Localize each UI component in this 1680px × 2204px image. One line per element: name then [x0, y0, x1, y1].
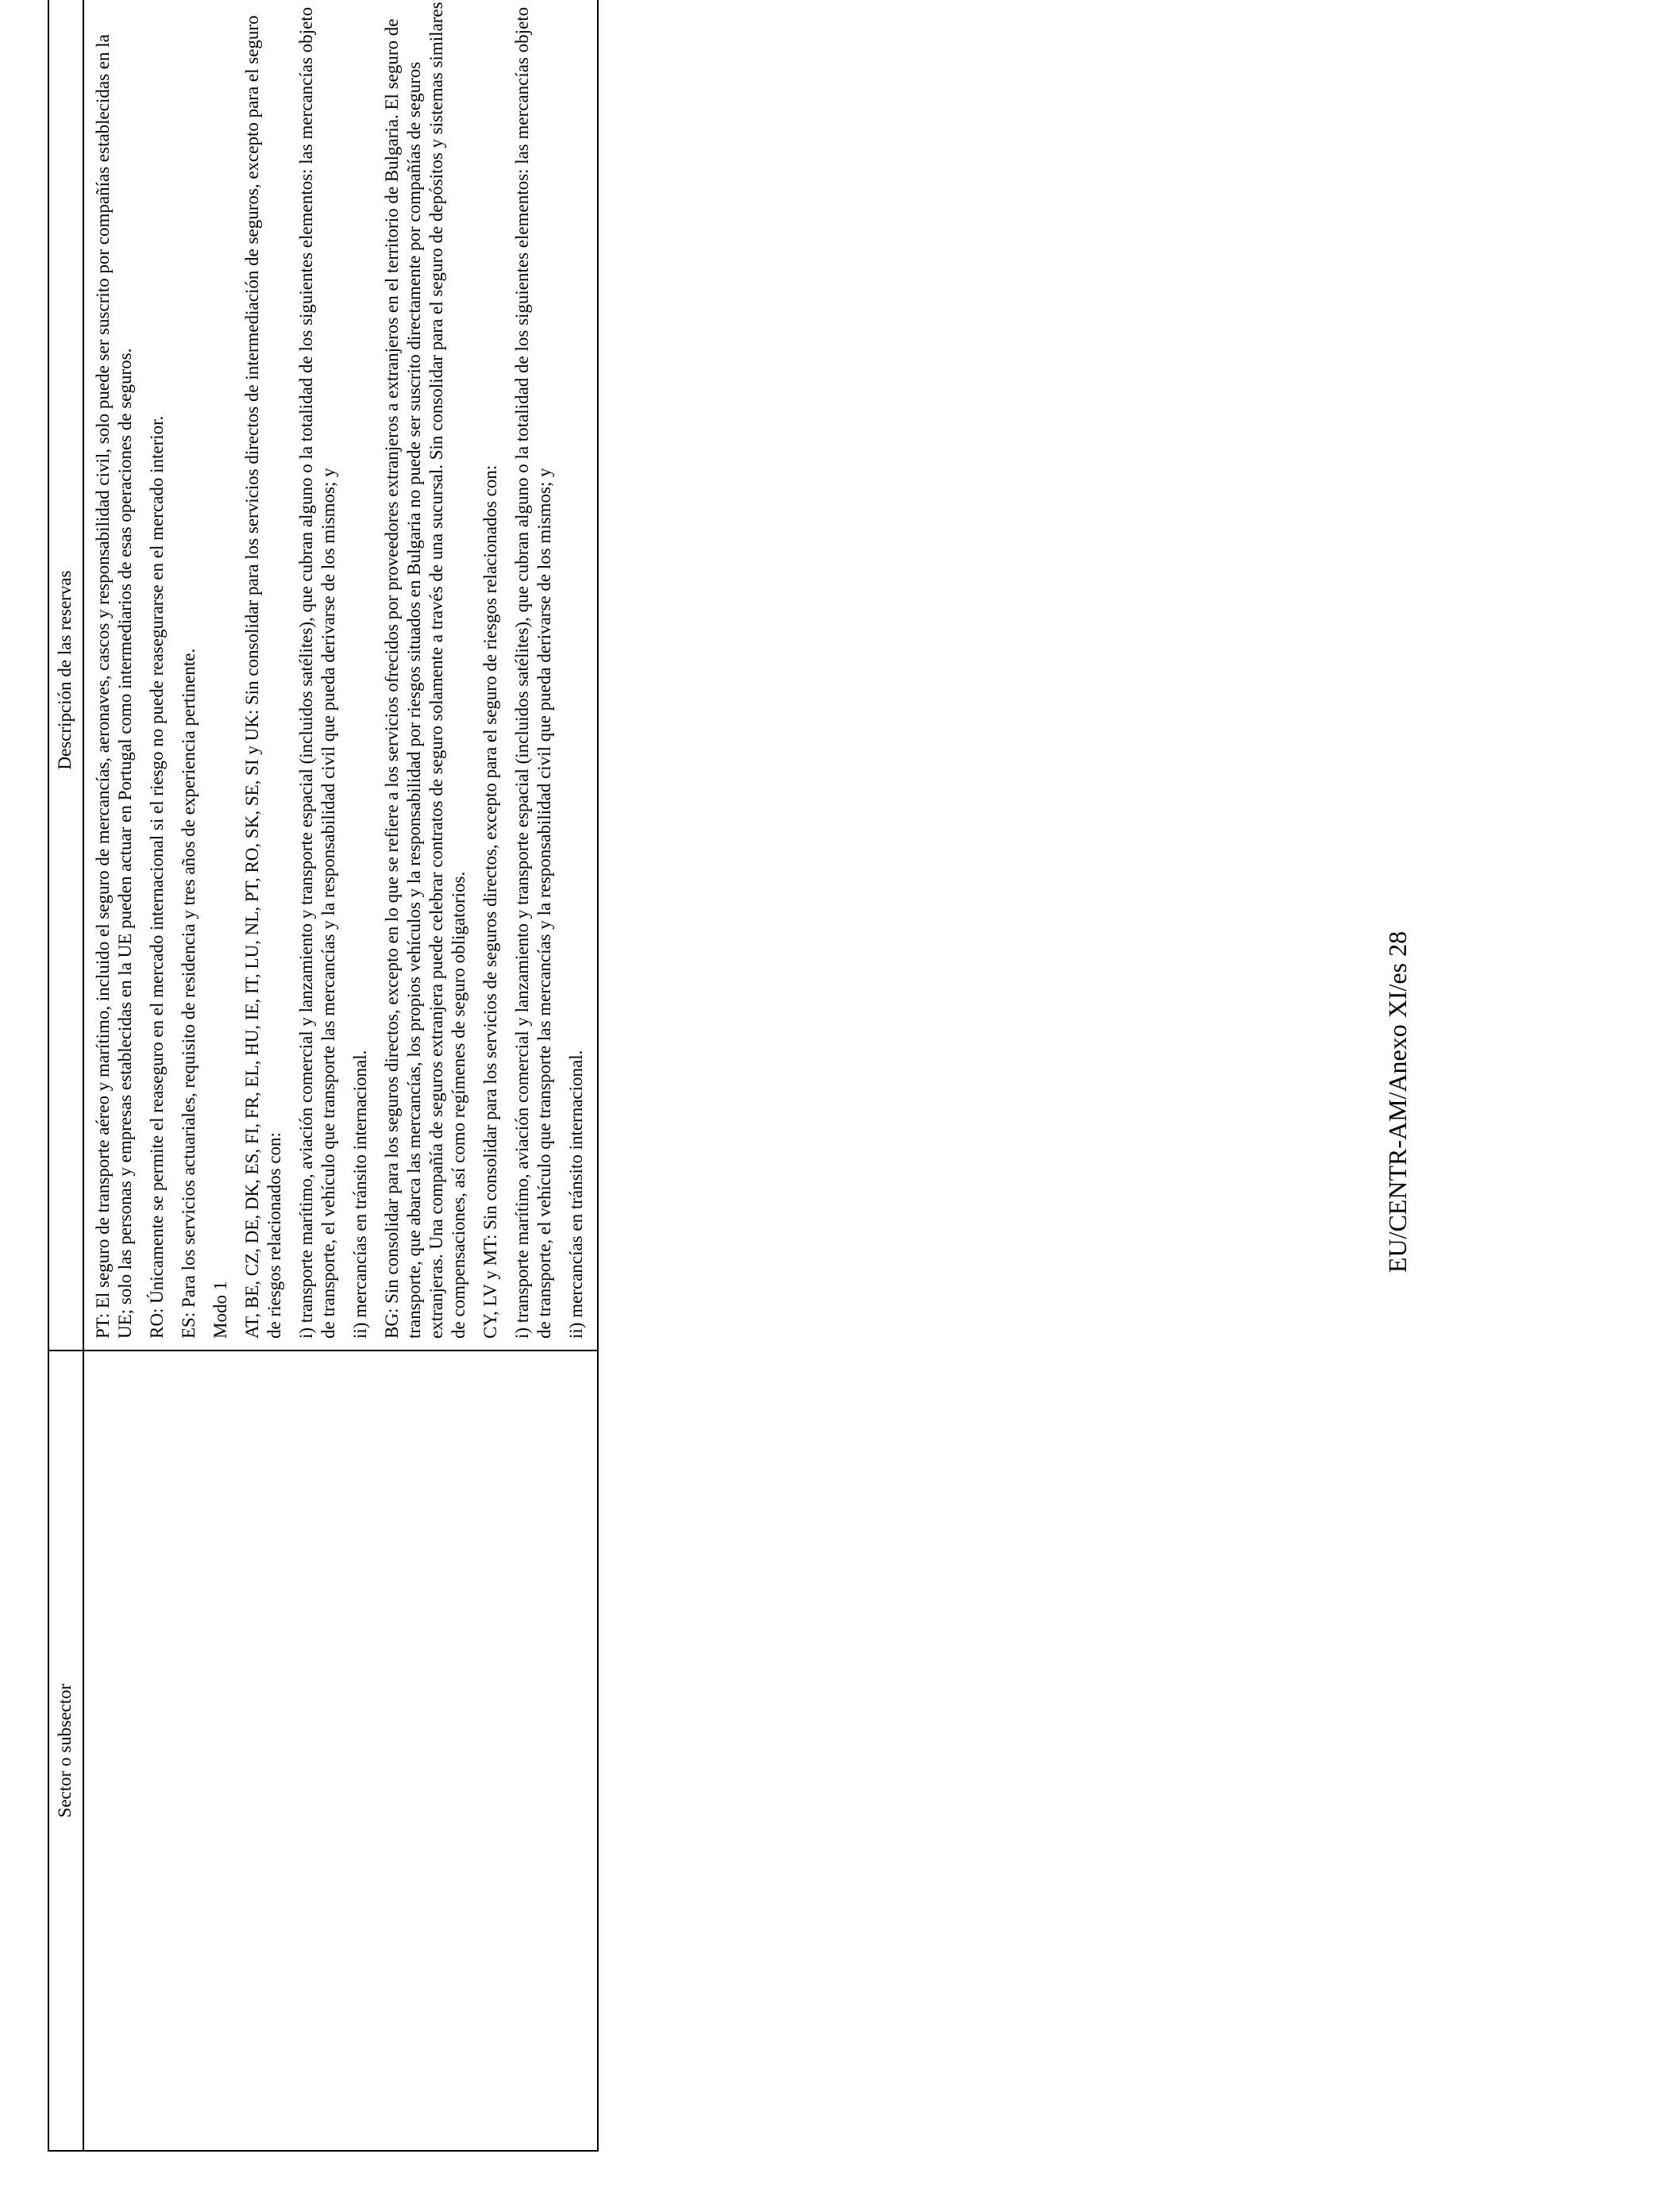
- header-sector: Sector o subsector: [48, 1351, 83, 2151]
- paragraph-pt: PT: El seguro de transporte aéreo y marítimo, incluido el seguro de mercancías, aeronaves, cascos y responsabilidad civil, solo puede ser suscrito por compañías establecidas en la UE; solo las personas y empresas establecidas en la UE pueden actuar en Portugal como intermediarios de esas operaciones de seguros.: [93, 34, 135, 1339]
- paragraph-multi-country: AT, BE, CZ, DE, DK, ES, FI, FR, EL, HU, IE, IT, LU, NL, PT, RO, SK, SE, SI y UK: Sin consolidar para los servicios directos de intermediación de seguros, excepto para el seguro de riesgos relacionados con:: [242, 15, 284, 1339]
- paragraph-item-i-2: i) transporte marítimo, aviación comercial y lanzamiento y transporte espacial (incluidos satélites), que cubran alguno o la totalidad de los siguientes elementos: las mercancías objeto de transporte, el vehículo que transporte las mercancías y la responsabilidad civil que pueda derivarse de los mismos; y: [512, 6, 554, 1339]
- paragraph-item-ii: ii) mercancías en tránsito internacional.: [350, 1050, 370, 1339]
- table-header-row: [48, 0, 83, 2151]
- header-description: Descripción de las reservas: [48, 0, 83, 1351]
- description-cell: [83, 0, 598, 1351]
- paragraph-bg: BG: Sin consolidar para los seguros directos, excepto en lo que se refiere a los servicios ofrecidos por proveedores extranjeros a extranjeros en el territorio de Bulgaria. El seguro de transporte, que abarca las mercancías, los propios vehículos y la responsabilidad por riesgos situados en Bulgaria no puede ser suscrito directamente por compañías de seguros extranjeras. Una compañía de seguros extranjera puede celebrar contratos de seguro solamente a través de una sucursal. Sin consolidar para el seguro de depósitos y sistemas similares de compensaciones, así como regímenes de seguro obligatorios.: [382, 2, 468, 1339]
- paragraph-mode: Modo 1: [210, 1281, 230, 1339]
- sector-cell: [83, 1351, 598, 2151]
- paragraph-item-i: i) transporte marítimo, aviación comercial y lanzamiento y transporte espacial (incluidos satélites), que cubran alguno o la totalidad de los siguientes elementos: las mercancías objeto de transporte, el vehículo que transporte las mercancías y la responsabilidad civil que pueda derivarse de los mismos; y: [296, 6, 338, 1339]
- page-footer: EU/CENTR-AM/Anexo XI/es 28: [1383, 931, 1412, 1273]
- paragraph-cy-lv-mt: CY, LV y MT: Sin consolidar para los servicios de seguros directos, excepto para el seguro de riesgos relacionados con:: [480, 464, 500, 1339]
- reservations-table: [48, 0, 599, 2152]
- paragraph-item-ii-2: ii) mercancías en tránsito internacional.: [566, 1050, 586, 1339]
- paragraph-es: ES: Para los servicios actuariales, requisito de residencia y tres años de experiencia pertinente.: [179, 648, 198, 1339]
- paragraph-ro: RO: Únicamente se permite el reaseguro en el mercado internacional si el riesgo no puede reasegurarse en el mercado interior.: [147, 415, 167, 1339]
- table-row: [83, 0, 598, 2151]
